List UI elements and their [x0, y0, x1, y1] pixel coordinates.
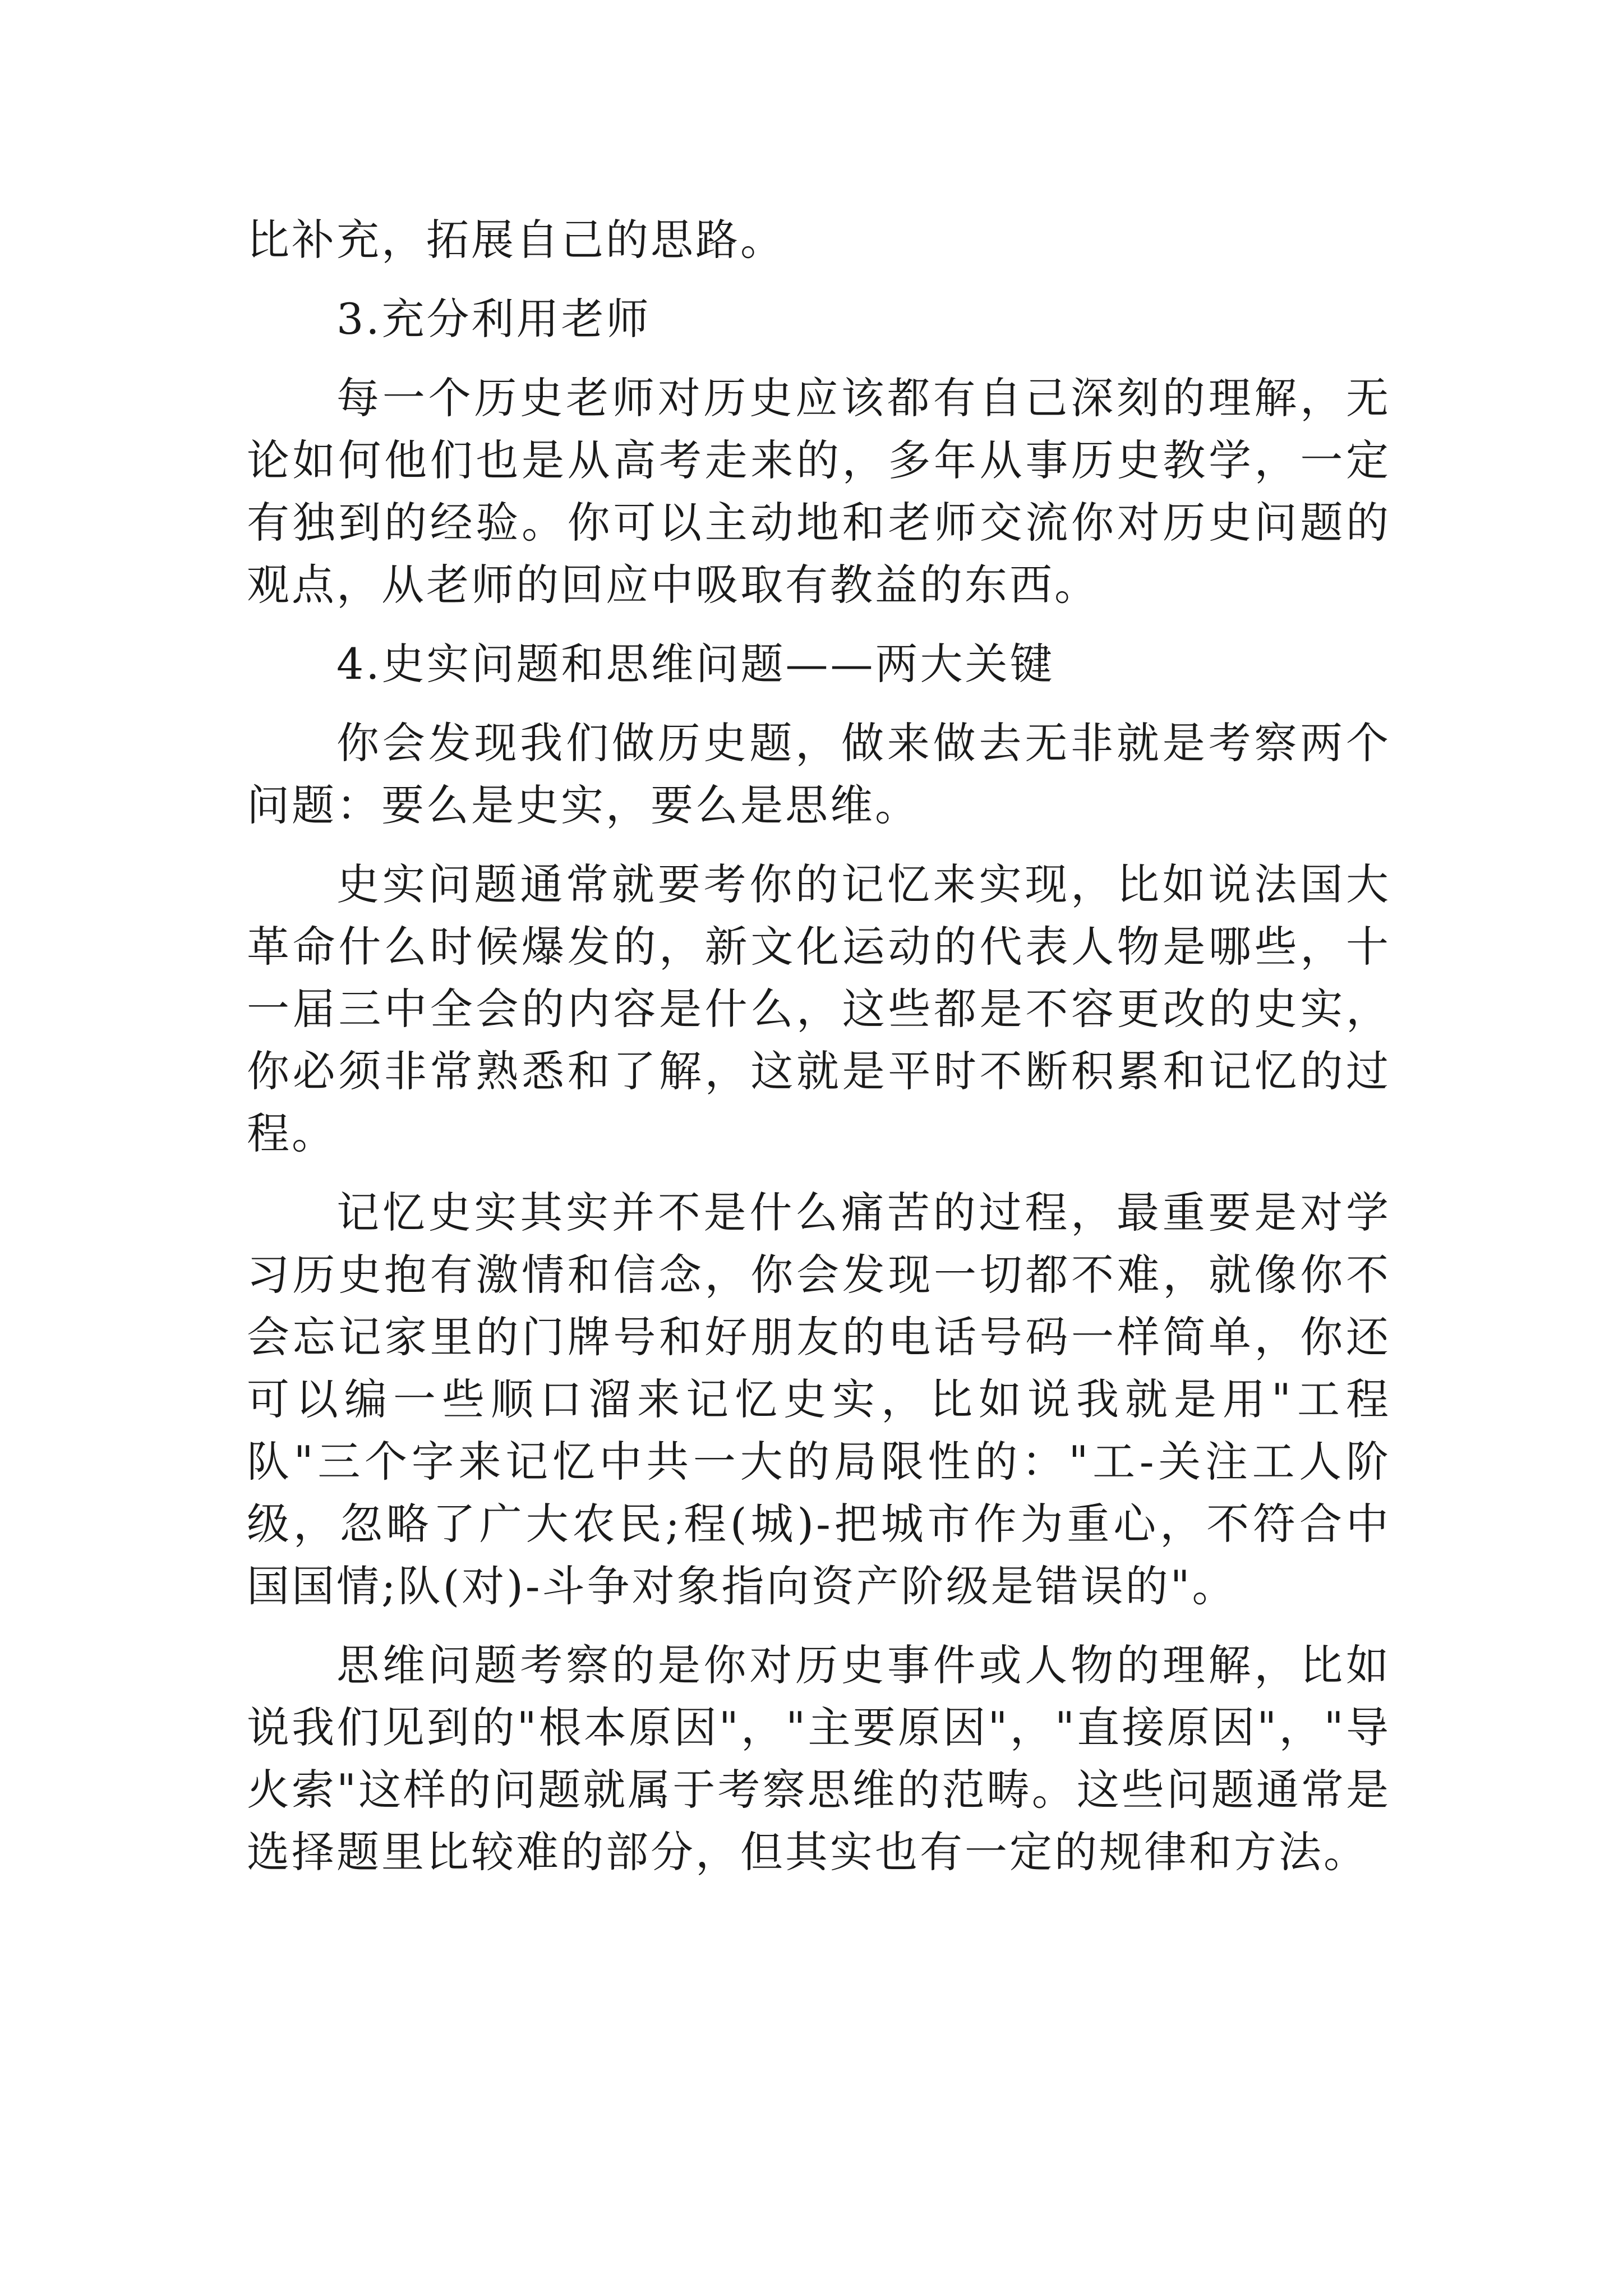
paragraph-two-problems: 你会发现我们做历史题，做来做去无非就是考察两个问题：要么是史实，要么是思维。 — [247, 718, 1391, 830]
paragraph-historical-facts: 史实问题通常就要考你的记忆来实现，比如说法国大革命什么时候爆发的，新文化运动的代表人物是哪些，十一届三中全会的内容是什么，这些都是不容更改的史实，你必须非常熟悉和了解，这就是平时不断积累和记忆的过程。 — [247, 859, 1391, 1158]
paragraph-teachers: 每一个历史老师对历史应该都有自己深刻的理解，无论如何他们也是从高考走来的，多年从事历史教学，一定有独到的经验。你可以主动地和老师交流你对历史问题的观点，从老师的回应中吸取有教益的东西。 — [247, 373, 1391, 610]
document-body — [247, 209, 1391, 1900]
section-heading-3: 3.充分利用老师 — [336, 294, 651, 344]
paragraph-thinking-problems: 思维问题考察的是你对历史事件或人物的理解，比如说我们见到的"根本原因"，"主要原因"，"直接原因"，"导火索"这样的问题就属于考察思维的范畴。这些问题通常是选择题里比较难的部分，但其实也有一定的规律和方法。 — [247, 1640, 1391, 1877]
section-heading-4: 4.史实问题和思维问题——两大关键 — [336, 639, 1055, 689]
paragraph-memorization: 记忆史实其实并不是什么痛苦的过程，最重要是对学习历史抱有激情和信念，你会发现一切都不难，就像你不会忘记家里的门牌号和好朋友的电话号码一样简单，你还可以编一些顺口溜来记忆史实，比如说我就是用"工程队"三个字来记忆中共一大的局限性的："工-关注工人阶级，忽略了广大农民;程(城)-把城市作为重心，不符合中国国情;队(对)-斗争对象指向资产阶级是错误的"。 — [247, 1188, 1391, 1611]
paragraph-continuation: 比补充，拓展自己的思路。 — [247, 215, 785, 265]
